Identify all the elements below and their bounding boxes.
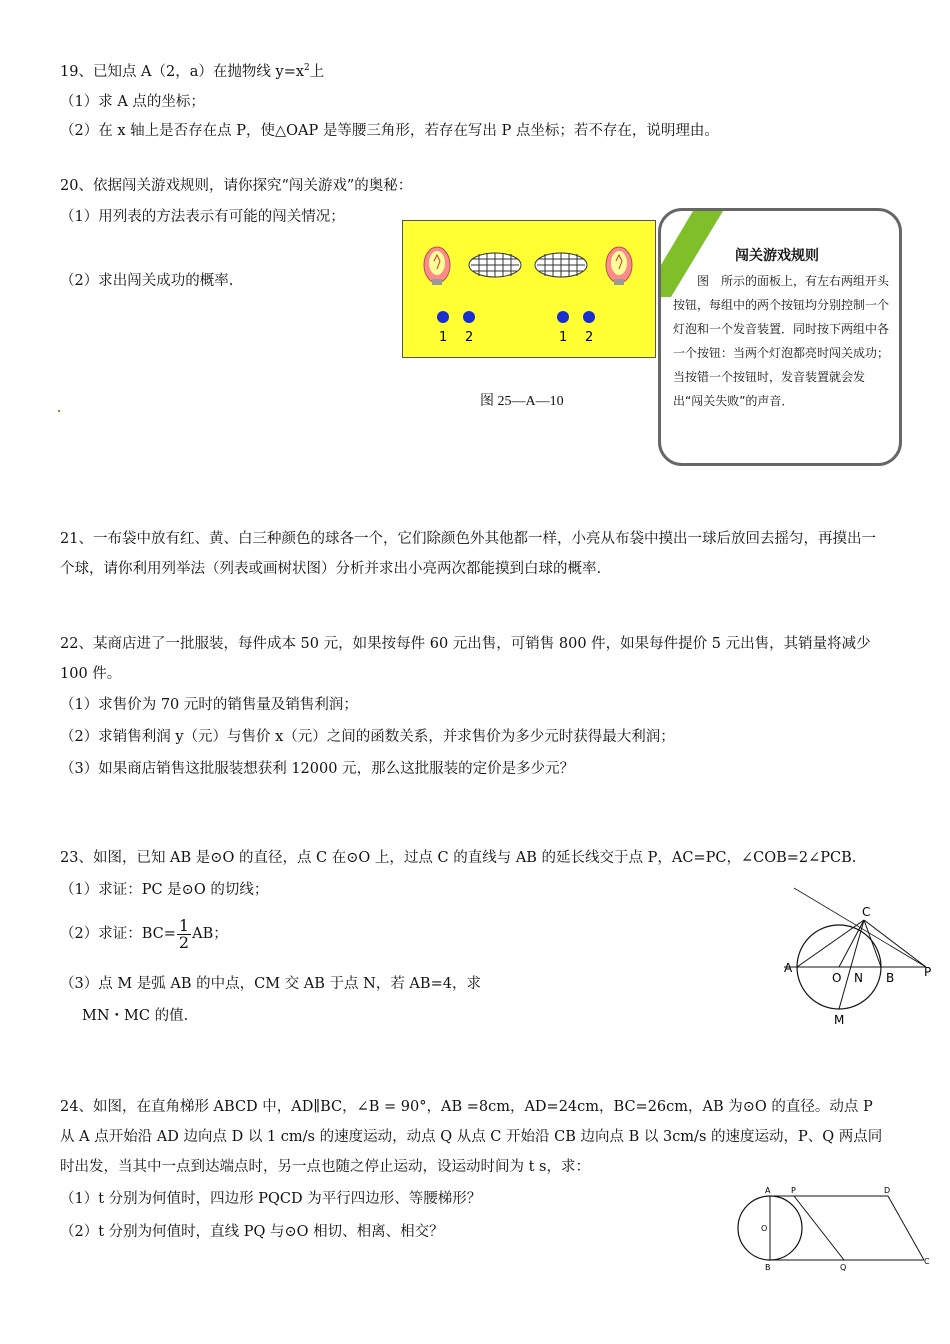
fig23-label-a: A — [784, 961, 793, 975]
q19-part-1: （1）求 A 点的坐标； — [60, 94, 205, 110]
fig23-label-n: N — [854, 971, 863, 985]
q24-stem: 24、如图，在直角梯形 ABCD 中，AD∥BC，∠B = 90°，AB =8cm，AD=24cm，BC=26cm，AB 为⊙O 的直径。动点 P 从 A 点开始沿 AD 边向点 D 以 1 cm/s 的速度运动，动点 Q 从点 C 开始沿 CB 边向点 B 以 3cm/s 的速度运动，P、Q 两点同时出发，当其中一点到达端点时，另一点也随之停止运动，设运动时间为 t s，求： — [60, 1099, 883, 1175]
button-left-1 — [437, 311, 449, 323]
fig24-label-d: D — [884, 1186, 891, 1195]
q19-exponent: 2 — [304, 63, 310, 73]
fig24-label-c: C — [924, 1257, 930, 1266]
stray-dot — [58, 410, 60, 412]
q22-part-1: （1）求售价为 70 元时的销售量及销售利润； — [60, 697, 358, 713]
bulb-icon-right — [606, 247, 632, 285]
q23-part-2: （2）求证：BC= $\frac{1}{2}$ AB； — [60, 915, 228, 952]
game-panel-drawing — [403, 221, 655, 357]
q23-stem: 23、如图，已知 AB 是⊙O 的直径，点 C 在⊙O 上，过点 C 的直线与 AB 的延长线交于点 P，AC=PC，∠COB=2∠PCB. — [60, 850, 857, 866]
bulb-icon-left — [424, 247, 450, 285]
figure-caption: 图 25—A—10 — [480, 394, 564, 409]
fig23-label-m: M — [834, 1013, 845, 1027]
button-label-left-1: 1 — [439, 330, 448, 345]
fig24-label-a: A — [765, 1186, 771, 1195]
button-right-2 — [583, 311, 595, 323]
q21-stem: 21、一布袋中放有红、黄、白三种颜色的球各一个，它们除颜色外其他都一样，小亮从布袋中摸出一球后放回去摇匀，再摸出一个球，请你利用列举法（列表或画树状图）分析并求出小亮两次都能摸到白球的概率. — [60, 531, 876, 577]
q23-part-3-cont: MN・MC 的值. — [82, 1008, 189, 1024]
fig23-label-p: P — [924, 965, 932, 979]
fig23-label-b: B — [886, 971, 895, 985]
q23-part-1: （1）求证：PC 是⊙O 的切线； — [60, 882, 269, 898]
q24-trapezoid-figure — [736, 1184, 936, 1272]
button-label-right-2: 2 — [585, 330, 594, 345]
q24-part-1: （1）t 分别为何值时，四边形 PQCD 为平行四边形、等腰梯形？ — [60, 1191, 482, 1207]
fig24-label-b: B — [765, 1263, 771, 1272]
q24-part-2: （2）t 分别为何值时，直线 PQ 与⊙O 相切、相离、相交？ — [60, 1224, 444, 1240]
q20-stem: 20、依据闯关游戏规则，请你探究“闯关游戏”的奥秘： — [60, 178, 413, 194]
button-left-2 — [463, 311, 475, 323]
rules-text: 图 所示的面板上，有左右两组开头按钮，每组中的两个按钮均分别控制一个灯泡和一个发音装置．同时按下两组中各一个按钮：当两个灯泡都亮时闯关成功；当按错一个按钮时，发音装置就会发出“闯关失败”的声音． — [673, 274, 890, 408]
q22-part-3: （3）如果商店销售这批服装想获利 12000 元，那么这批服装的定价是多少元？ — [60, 761, 575, 777]
game-panel-figure — [402, 220, 656, 358]
button-label-right-1: 1 — [559, 330, 568, 345]
sound-device-left — [469, 253, 521, 277]
q22-part-2: （2）求销售利润 y（元）与售价 x（元）之间的函数关系，并求售价为多少元时获得最大利润； — [60, 729, 675, 745]
q22-stem: 22、某商店进了一批服装，每件成本 50 元，如果按每件 60 元出售，可销售 800 件，如果每件提价 5 元出售，其销量将减少 100 件。 — [60, 636, 871, 682]
q19-stem: 19、已知点 A（2，a）在抛物线 $y=x^2$上 — [60, 63, 325, 80]
q20-part-2: （2）求出闯关成功的概率. — [60, 273, 234, 289]
q20-part-1: （1）用列表的方法表示有可能的闯关情况； — [60, 209, 345, 225]
button-label-left-2: 2 — [465, 330, 474, 345]
button-right-1 — [557, 311, 569, 323]
game-rules-card — [658, 208, 902, 466]
fraction-one-half: $\frac{1}{2}$ — [178, 915, 190, 952]
fig23-label-c: C — [862, 905, 871, 919]
sound-device-right — [535, 253, 587, 277]
q23-part-3: （3）点 M 是弧 AB 的中点，CM 交 AB 于点 N，若 AB=4，求 — [60, 976, 481, 992]
fig24-label-o: O — [761, 1224, 768, 1233]
fig24-label-q: Q — [840, 1263, 847, 1272]
fig23-label-o: O — [832, 971, 842, 985]
fig24-label-p: P — [791, 1186, 796, 1195]
q23-circle-figure — [776, 880, 942, 1030]
rules-title: 闯关游戏规则 — [735, 248, 819, 264]
q19-part-2: （2）在 x 轴上是否存在点 P，使△OAP 是等腰三角形，若存在写出 P 点坐标；若不存在，说明理由。 — [60, 123, 719, 139]
